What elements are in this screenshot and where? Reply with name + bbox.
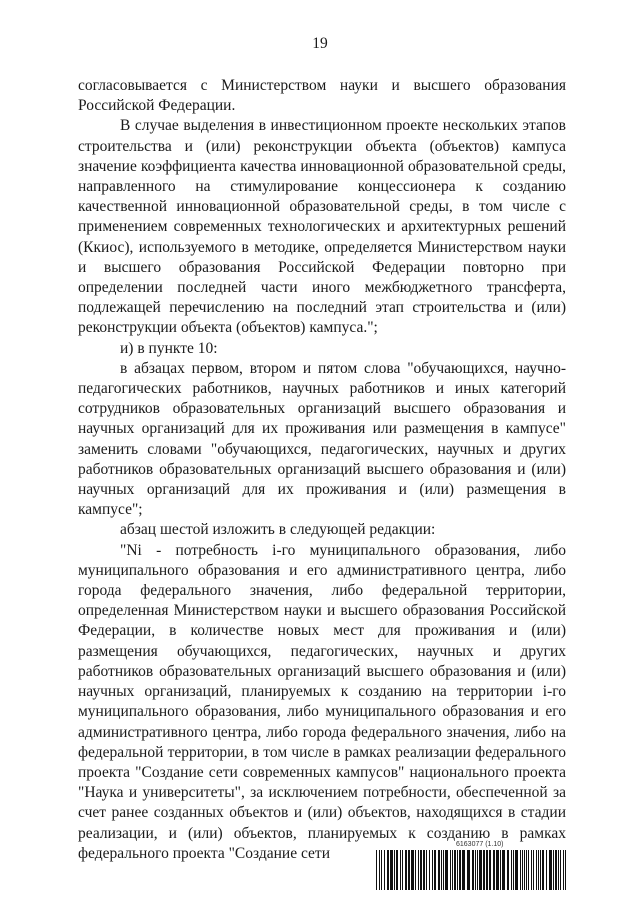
document-body bbox=[78, 76, 566, 864]
paragraph: и) в пункте 10: bbox=[120, 339, 218, 357]
paragraph: "Ni - потребность i-го муниципального образования, либо муниципального образования и его административного центра, либо города федерального значения, либо федеральной территории, определенная Министерством науки и высшего образования Российской Федерации, в количестве новых мест для проживания и (или) размещения обучающихся, педагогических, научных и других работников образовательных организаций высшего образования и (или) научных организаций, планируемых к созданию на территории i-го муниципального образования, либо муниципального образования и его административного центра, либо города федерального значения, либо на федеральной территории, в том числе в рамках реализации федерального проекта "Создание сети современных кампусов" национального проекта "Наука и университеты", за исключением потребности, обеспеченной за счет ранее созданных объектов и (или) объектов, находящихся в стадии реализации, и (или) объектов, планируемых к созданию в рамках федерального проекта "Создание сети bbox=[78, 541, 566, 862]
page-number: 19 bbox=[312, 35, 328, 52]
paragraph: согласовывается с Министерством науки и высшего образования Российской Федерации. bbox=[78, 77, 566, 115]
paragraph: в абзацах первом, втором и пятом слова "обучающихся, научно-педагогических работников, научных работников и иных категорий сотрудников образовательных организаций высшего образования и научных организаций для их проживания или размещения в кампусе" заменить словами "обучающихся, педагогических, научных и других работников образовательных организаций высшего образования и (или) научных организаций для их проживания и (или) размещения в кампусе"; bbox=[78, 359, 566, 519]
barcode-icon bbox=[376, 850, 566, 890]
paragraph: абзац шестой изложить в следующей редакции: bbox=[120, 521, 436, 539]
document-stamp: 6163077 (1.10) bbox=[456, 841, 504, 848]
paragraph: В случае выделения в инвестиционном проекте нескольких этапов строительства и (или) реконструкции объекта (объектов) кампуса значение коэффициента качества инновационной образовательной среды, направленного на стимулирование концессионера к созданию качественной инновационной образовательной среды, в том числе с применением современных технологических и архитектурных решений (Ккиос), используемого в методике, определяется Министерством науки и высшего образования Российской Федерации повторно при определении последней части иного межбюджетного трансферта, подлежащей перечислению на последний этап строительства и (или) реконструкции объекта (объектов) кампуса."; bbox=[78, 117, 566, 337]
